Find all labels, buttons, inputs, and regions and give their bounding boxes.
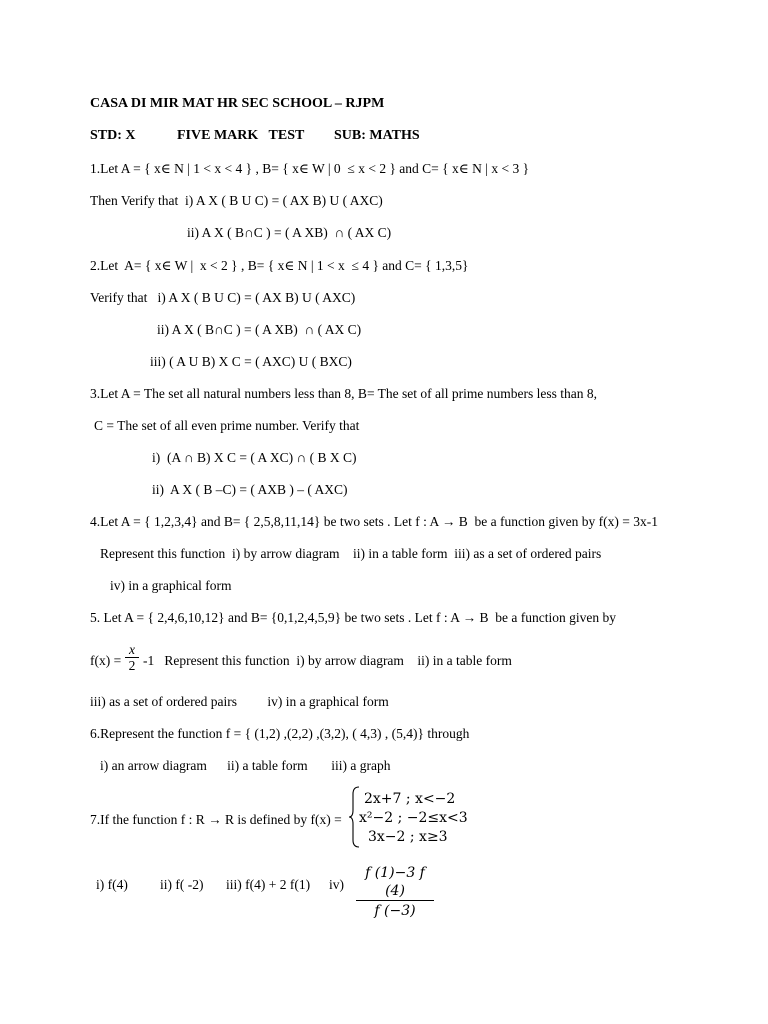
q7-case2: x²−2 ; −2≤x<3 bbox=[359, 810, 468, 826]
q4-line2: Represent this function i) by arrow diagram ii) in a table form iii) as a set of ordered pairs bbox=[100, 546, 602, 561]
q2-line1: 2.Let A= { x∈ W | x < 2 } , B= { x∈ N | 1 < x ≤ 4 } and C= { 1,3,5} bbox=[90, 258, 469, 273]
q1-line1: 1.Let A = { x∈ N | 1 < x < 4 } , B= { x∈ W | 0 ≤ x < 2 } and C= { x∈ N | x < 3 } bbox=[90, 161, 530, 176]
q7-part3: iii) f(4) + 2 f(1) bbox=[226, 877, 311, 892]
q5-line1: 5. Let A = { 2,4,6,10,12} and B= {0,1,2,4,5,9} be two sets . Let f : A → B be a function given by bbox=[90, 610, 616, 625]
q5-line2-rest: -1 Represent this function i) by arrow diagram ii) in a table form bbox=[143, 653, 512, 668]
q7-part4-label: iv) bbox=[329, 877, 344, 892]
q7-line1: 7.If the function f : R → R is defined by f(x) = bbox=[90, 812, 342, 827]
q5-fx-label: f(x) = bbox=[90, 653, 122, 668]
subject-label: SUB: MATHS bbox=[334, 128, 420, 143]
q7-case1: 2x+7 ; x<−2 bbox=[364, 791, 456, 807]
q5-fraction bbox=[125, 643, 139, 674]
q6-line2: i) an arrow diagram ii) a table form iii) a graph bbox=[100, 758, 391, 773]
school-title: CASA DI MIR MAT HR SEC SCHOOL – RJPM bbox=[90, 96, 385, 111]
q6-line1: 6.Represent the function f = { (1,2) ,(2,2) ,(3,2), ( 4,3) , (5,4)} through bbox=[90, 726, 470, 741]
q3-line4: ii) A X ( B –C) = ( AXB ) – ( AXC) bbox=[152, 482, 348, 497]
std-label: STD: X bbox=[90, 128, 136, 143]
q7-p4-den: f (−3) bbox=[374, 903, 416, 919]
q1-line3: ii) A X ( B∩C ) = ( A XB) ∩ ( AX C) bbox=[187, 225, 392, 240]
q7-part2: ii) f( -2) bbox=[160, 877, 204, 892]
q3-line3: i) (A ∩ B) X C = ( A XC) ∩ ( B X C) bbox=[152, 450, 357, 465]
q7-part4-fraction bbox=[356, 864, 434, 921]
test-label: FIVE MARK TEST bbox=[177, 128, 305, 143]
q2-line2: Verify that i) A X ( B U C) = ( AX B) U ( AXC) bbox=[90, 290, 356, 305]
q2-line3: ii) A X ( B∩C ) = ( A XB) ∩ ( AX C) bbox=[157, 322, 362, 337]
q3-line1: 3.Let A = The set all natural numbers less than 8, B= The set of all prime numbers less than 8, bbox=[90, 386, 598, 401]
q5-line3: iii) as a set of ordered pairs iv) in a graphical form bbox=[90, 694, 389, 709]
q5-frac-den: 2 bbox=[128, 658, 136, 673]
q7-part1: i) f(4) bbox=[96, 877, 128, 892]
q1-line2: Then Verify that i) A X ( B U C) = ( AX B) U ( AXC) bbox=[90, 193, 383, 208]
q5-frac-num: x bbox=[129, 642, 135, 657]
q4-line1: 4.Let A = { 1,2,3,4} and B= { 2,5,8,11,14} be two sets . Let f : A → B be a function given by f(x) = 3x-1 bbox=[90, 514, 658, 529]
q7-p4-num: f (1)−3 f (4) bbox=[365, 865, 425, 899]
q3-line2: C = The set of all even prime number. Verify that bbox=[94, 418, 360, 433]
q2-line4: iii) ( A U B) X C = ( AXC) U ( BXC) bbox=[150, 354, 352, 369]
q4-line3: iv) in a graphical form bbox=[110, 578, 232, 593]
q7-case3: 3x−2 ; x≥3 bbox=[368, 829, 448, 845]
